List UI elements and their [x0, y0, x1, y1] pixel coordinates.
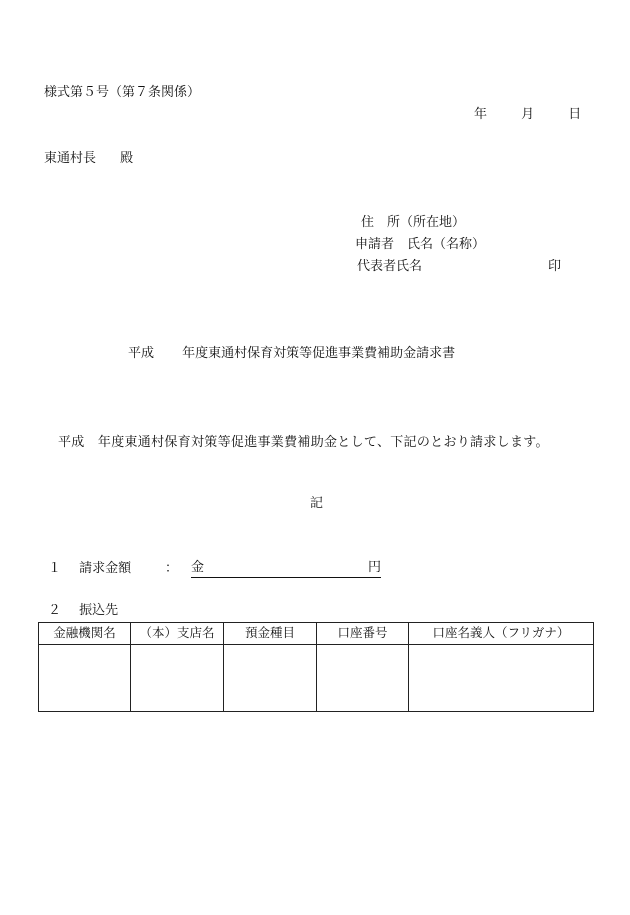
cell-bank-name[interactable] [39, 645, 131, 712]
table-row [39, 645, 594, 712]
amount-label: １ 請求金額 [48, 561, 132, 576]
address-label: 住 所（所在地） [361, 215, 466, 230]
form-number: 様式第５号（第７条関係） [44, 85, 201, 100]
addressee: 東通村長 殿 [44, 151, 134, 166]
amount-colon: ： [165, 561, 179, 576]
date-line: 年 月 日 [474, 107, 582, 122]
representative-label: 代表者氏名 [357, 259, 423, 274]
amount-field[interactable] [191, 561, 381, 578]
body-text: 平成 年度東通村保育対策等促進事業費補助金として、下記のとおり請求します。 [58, 435, 549, 450]
cell-deposit-type[interactable] [224, 645, 317, 712]
cell-branch-name[interactable] [131, 645, 224, 712]
col-deposit-type: 預金種目 [224, 623, 317, 645]
bank-account-table [38, 622, 594, 712]
table-header-row [39, 623, 594, 645]
document-title: 平成 年度東通村保育対策等促進事業費補助金請求書 [128, 346, 456, 361]
transfer-label: ２ 振込先 [48, 603, 119, 618]
cell-account-holder[interactable] [409, 645, 594, 712]
col-bank-name: 金融機関名 [39, 623, 131, 645]
col-account-number: 口座番号 [317, 623, 409, 645]
amount-prefix: 金 [191, 560, 205, 575]
cell-account-number[interactable] [317, 645, 409, 712]
applicant-name-label: 申請者 氏名（名称） [355, 237, 486, 252]
col-branch-name: （本）支店名 [131, 623, 224, 645]
col-account-holder: 口座名義人（フリガナ） [409, 623, 594, 645]
ki-heading: 記 [310, 496, 324, 511]
amount-suffix: 円 [367, 560, 381, 575]
seal-mark: 印 [548, 259, 562, 274]
applicant-block [355, 216, 485, 282]
